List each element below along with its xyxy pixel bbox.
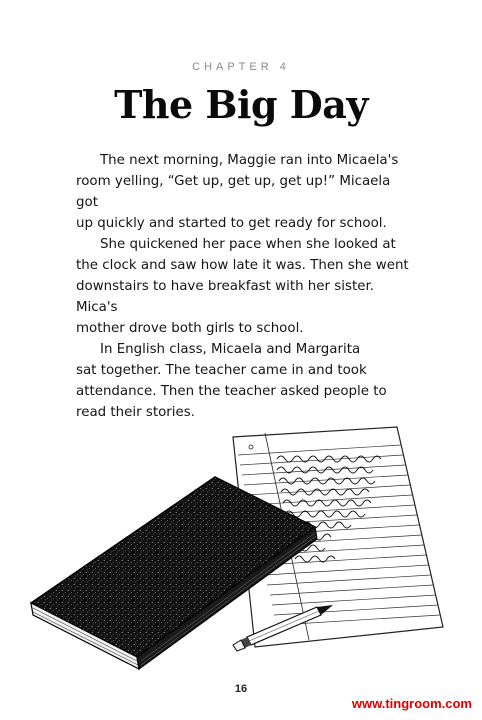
chapter-label: CHAPTER 4 — [192, 61, 290, 73]
paragraph-3 — [76, 339, 416, 423]
watermark: www.tingroom.com — [351, 696, 472, 711]
text-line: mother drove both girls to school. — [76, 321, 304, 336]
text-line: She quickened her pace when she looked at — [100, 237, 396, 252]
text-line: The next morning, Maggie ran into Micaela's — [100, 153, 399, 168]
text-line: read their stories. — [76, 405, 195, 420]
text-line: the clock and saw how late it was. Then she went — [76, 258, 409, 273]
notebook-paper-pencil-illustration — [25, 415, 455, 679]
page-number: 16 — [234, 683, 248, 695]
text-line: attendance. Then the teacher asked people to — [76, 384, 387, 399]
paragraph-1 — [76, 150, 416, 234]
text-line: room yelling, “Get up, get up, get up!” Micaela got — [76, 174, 391, 210]
text-line: In English class, Micaela and Margarita — [100, 342, 361, 357]
text-line: downstairs to have breakfast with her sister. Mica's — [76, 279, 374, 315]
chapter-title: The Big Day — [114, 82, 368, 127]
text-line: up quickly and started to get ready for school. — [76, 216, 387, 231]
text-line: sat together. The teacher came in and took — [76, 363, 367, 378]
paragraph-2 — [76, 234, 416, 339]
body-text — [76, 150, 416, 423]
